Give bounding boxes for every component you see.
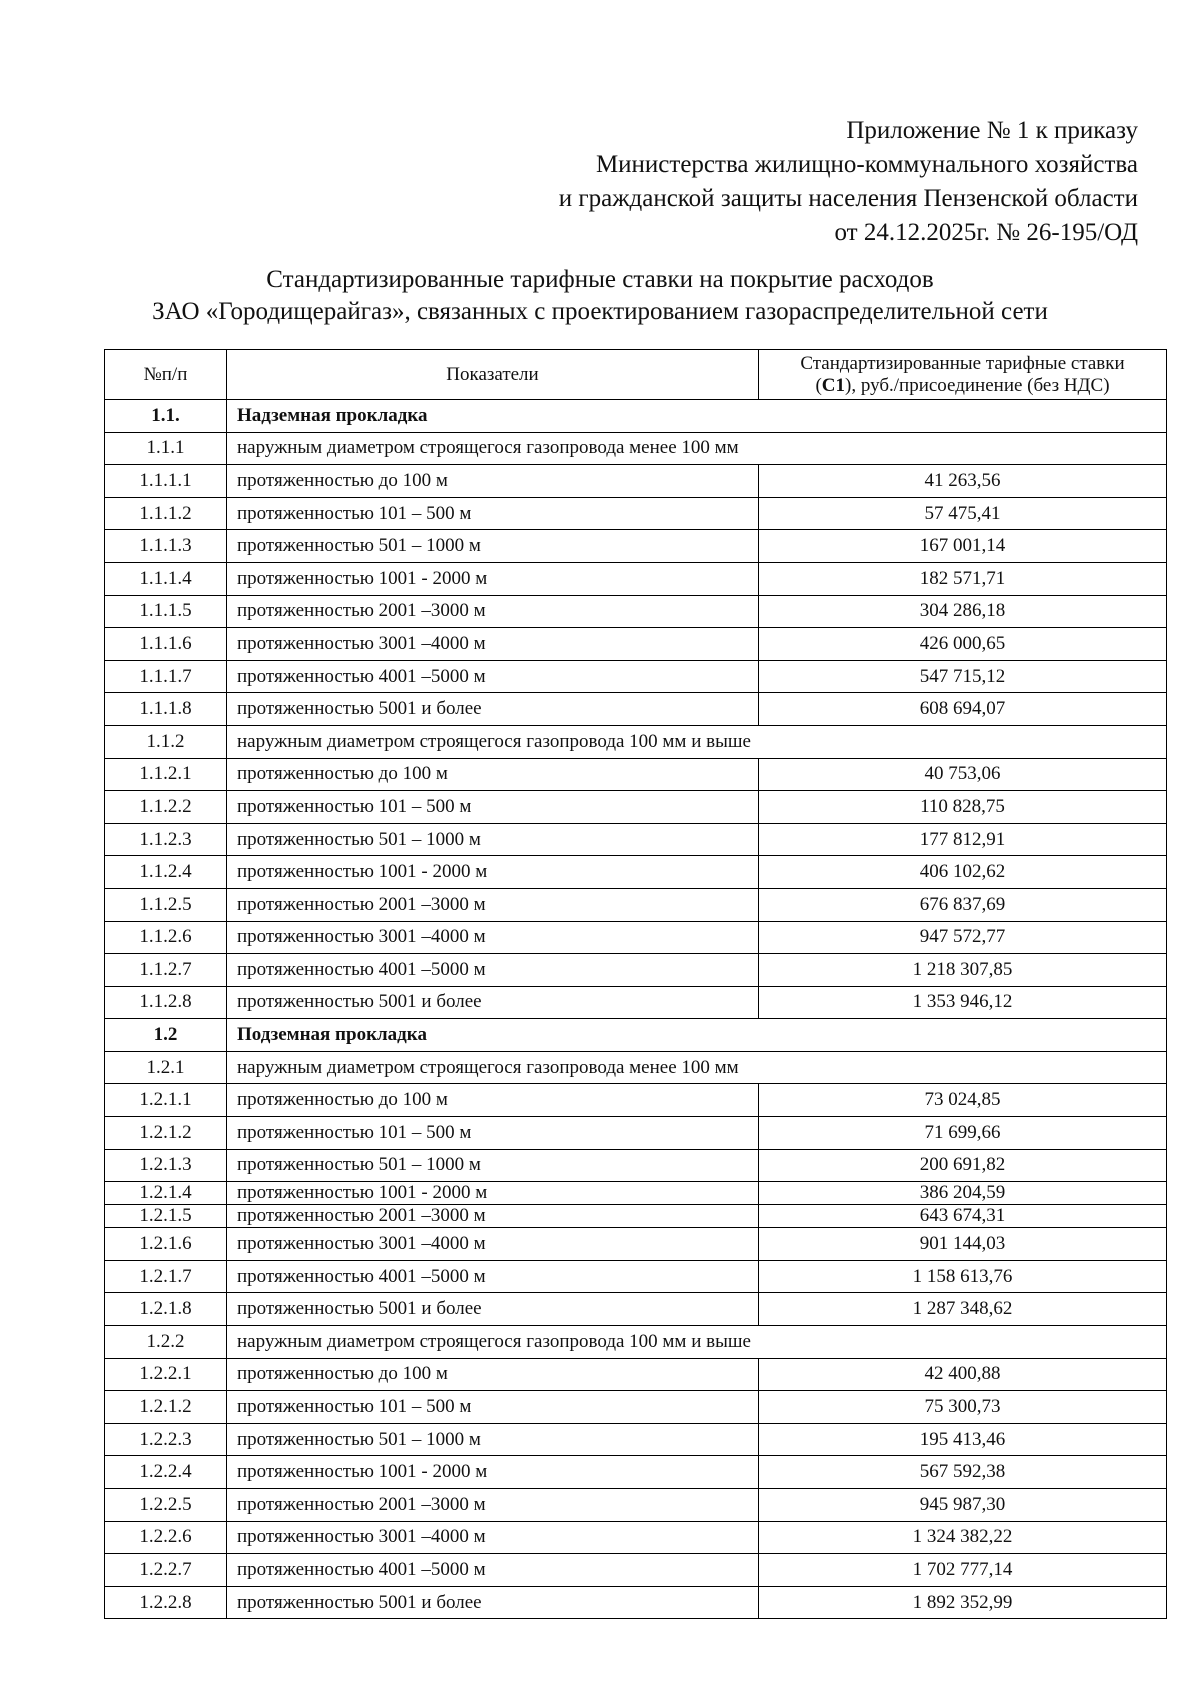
row-indicator: протяженностью 101 – 500 м [227,1117,759,1150]
row-number: 1.2.1.2 [105,1117,227,1150]
row-rate-value: 947 572,77 [759,921,1167,954]
row-rate-value: 1 702 777,14 [759,1554,1167,1587]
row-number: 1.2.1.7 [105,1260,227,1293]
row-indicator: протяженностью 501 – 1000 м [227,1423,759,1456]
document-title [0,264,1200,328]
row-indicator: протяженностью 5001 и более [227,1293,759,1326]
row-number: 1.2.2.8 [105,1586,227,1619]
header-line: и гражданской защиты населения Пензенской области [558,185,1138,212]
row-rate-value: 182 571,71 [759,562,1167,595]
table-row [105,693,1167,726]
row-indicator: протяженностью 5001 и более [227,986,759,1019]
table-row [105,1293,1167,1326]
row-number: 1.1.1.8 [105,693,227,726]
rate-header-line1: Стандартизированные тарифные ставки [800,352,1125,374]
row-rate-value: 945 987,30 [759,1489,1167,1522]
row-number: 1.1.2.2 [105,791,227,824]
row-rate-value: 567 592,38 [759,1456,1167,1489]
table-row [105,954,1167,987]
row-number: 1.1.2 [105,725,227,758]
row-indicator: Подземная прокладка [227,1019,1167,1052]
row-indicator: протяженностью 5001 и более [227,1586,759,1619]
group-row [105,1326,1167,1359]
row-rate-value: 901 144,03 [759,1228,1167,1261]
row-indicator: протяженностью 101 – 500 м [227,1391,759,1424]
table-row [105,1423,1167,1456]
row-indicator: протяженностью 2001 –3000 м [227,595,759,628]
group-row [105,725,1167,758]
row-indicator: протяженностью 2001 –3000 м [227,1205,759,1228]
table-row [105,1260,1167,1293]
table-row [105,823,1167,856]
row-indicator: протяженностью 4001 –5000 м [227,954,759,987]
row-indicator: протяженностью 501 – 1000 м [227,823,759,856]
row-number: 1.1.2.7 [105,954,227,987]
row-indicator: протяженностью 1001 - 2000 м [227,1456,759,1489]
row-number: 1.2.1.2 [105,1391,227,1424]
row-rate-value: 41 263,56 [759,465,1167,498]
row-indicator: протяженностью 501 – 1000 м [227,530,759,563]
tariff-table [104,349,1167,1619]
row-number: 1.2.2.5 [105,1489,227,1522]
row-indicator: протяженностью 5001 и более [227,693,759,726]
row-rate-value: 167 001,14 [759,530,1167,563]
row-number: 1.2.2.7 [105,1554,227,1587]
row-indicator: протяженностью 2001 –3000 м [227,888,759,921]
table-row [105,986,1167,1019]
row-rate-value: 1 353 946,12 [759,986,1167,1019]
row-number: 1.2.1.1 [105,1084,227,1117]
row-rate-value: 676 837,69 [759,888,1167,921]
table-row [105,856,1167,889]
row-rate-value: 406 102,62 [759,856,1167,889]
table-row [105,497,1167,530]
row-rate-value: 1 218 307,85 [759,954,1167,987]
row-indicator: протяженностью 3001 –4000 м [227,1521,759,1554]
row-number: 1.1.2.5 [105,888,227,921]
row-rate-value: 75 300,73 [759,1391,1167,1424]
table-body [105,400,1167,1619]
row-rate-value: 195 413,46 [759,1423,1167,1456]
row-indicator: протяженностью 3001 –4000 м [227,921,759,954]
table-row [105,1586,1167,1619]
row-rate-value: 304 286,18 [759,595,1167,628]
row-number: 1.2 [105,1019,227,1052]
row-number: 1.1.1.1 [105,465,227,498]
row-indicator: наружным диаметром строящегося газопровода менее 100 мм [227,1051,1167,1084]
row-rate-value: 71 699,66 [759,1117,1167,1150]
column-header-indicator: Показатели [227,350,759,400]
row-rate-value: 386 204,59 [759,1182,1167,1205]
row-rate-value: 608 694,07 [759,693,1167,726]
group-row [105,432,1167,465]
table-row [105,921,1167,954]
row-number: 1.2.2 [105,1326,227,1359]
rate-header-line2: ), руб./присоединение (без НДС) [845,374,1110,396]
row-number: 1.1.2.8 [105,986,227,1019]
table-row [105,888,1167,921]
row-rate-value: 643 674,31 [759,1205,1167,1228]
header-line: Приложение № 1 к приказу [846,117,1138,144]
table-row [105,628,1167,661]
row-indicator: протяженностью 2001 –3000 м [227,1489,759,1522]
table-row [105,791,1167,824]
row-rate-value: 177 812,91 [759,823,1167,856]
row-indicator: протяженностью 3001 –4000 м [227,1228,759,1261]
row-rate-value: 1 158 613,76 [759,1260,1167,1293]
row-number: 1.1.1.5 [105,595,227,628]
row-indicator: протяженностью 4001 –5000 м [227,1554,759,1587]
column-header-rate: Стандартизированные тарифные ставки (С1), руб./присоединение (без НДС) [759,350,1167,400]
row-number: 1.2.1.6 [105,1228,227,1261]
table-row [105,1182,1167,1205]
row-number: 1.1.2.3 [105,823,227,856]
row-rate-value: 547 715,12 [759,660,1167,693]
row-number: 1.1.1 [105,432,227,465]
table-row [105,1084,1167,1117]
column-header-number: №п/п [105,350,227,400]
table-row [105,1554,1167,1587]
table-row [105,1228,1167,1261]
row-rate-value: 40 753,06 [759,758,1167,791]
table-row [105,758,1167,791]
table-row [105,595,1167,628]
row-indicator: протяженностью 101 – 500 м [227,497,759,530]
row-number: 1.2.2.6 [105,1521,227,1554]
row-rate-value: 200 691,82 [759,1149,1167,1182]
row-indicator: протяженностью 501 – 1000 м [227,1149,759,1182]
row-number: 1.1. [105,400,227,433]
table-row [105,1117,1167,1150]
row-number: 1.2.1.8 [105,1293,227,1326]
row-rate-value: 1 892 352,99 [759,1586,1167,1619]
row-number: 1.2.1.3 [105,1149,227,1182]
table-row [105,1358,1167,1391]
row-indicator: протяженностью 101 – 500 м [227,791,759,824]
row-number: 1.2.2.4 [105,1456,227,1489]
table-row [105,562,1167,595]
row-indicator: Надземная прокладка [227,400,1167,433]
row-rate-value: 426 000,65 [759,628,1167,661]
row-indicator: протяженностью до 100 м [227,465,759,498]
table-row [105,465,1167,498]
row-number: 1.1.1.3 [105,530,227,563]
table-header-row [105,350,1167,400]
row-indicator: наружным диаметром строящегося газопровода 100 мм и выше [227,1326,1167,1359]
table-row [105,660,1167,693]
order-reference [238,114,1138,250]
row-indicator: протяженностью 4001 –5000 м [227,1260,759,1293]
row-indicator: наружным диаметром строящегося газопровода менее 100 мм [227,432,1167,465]
table-row [105,1205,1167,1228]
row-rate-value: 1 324 382,22 [759,1521,1167,1554]
row-indicator: протяженностью 1001 - 2000 м [227,856,759,889]
header-line: Министерства жилищно-коммунального хозяйства [595,151,1138,178]
row-indicator: протяженностью 3001 –4000 м [227,628,759,661]
row-rate-value: 73 024,85 [759,1084,1167,1117]
table-row [105,1391,1167,1424]
row-indicator: протяженностью до 100 м [227,1358,759,1391]
row-number: 1.1.1.2 [105,497,227,530]
group-row [105,1051,1167,1084]
row-number: 1.2.1 [105,1051,227,1084]
row-indicator: наружным диаметром строящегося газопровода 100 мм и выше [227,725,1167,758]
title-line: Стандартизированные тарифные ставки на покрытие расходов [266,266,934,293]
row-indicator: протяженностью 1001 - 2000 м [227,562,759,595]
row-rate-value: 42 400,88 [759,1358,1167,1391]
row-number: 1.2.1.4 [105,1182,227,1205]
row-indicator: протяженностью до 100 м [227,758,759,791]
row-number: 1.2.1.5 [105,1205,227,1228]
table-row [105,1149,1167,1182]
title-line: ЗАО «Городищерайгаз», связанных с проектированием газораспределительной сети [152,298,1048,325]
row-number: 1.1.1.4 [105,562,227,595]
section-row [105,1019,1167,1052]
table-row [105,1521,1167,1554]
row-indicator: протяженностью до 100 м [227,1084,759,1117]
rate-header-code: С1 [821,374,846,396]
row-indicator: протяженностью 1001 - 2000 м [227,1182,759,1205]
row-indicator: протяженностью 4001 –5000 м [227,660,759,693]
row-number: 1.2.2.1 [105,1358,227,1391]
row-rate-value: 110 828,75 [759,791,1167,824]
header-line: от 24.12.2025г. № 26-195/ОД [834,219,1138,246]
table-row [105,1456,1167,1489]
row-number: 1.1.1.7 [105,660,227,693]
row-number: 1.2.2.3 [105,1423,227,1456]
row-rate-value: 1 287 348,62 [759,1293,1167,1326]
row-rate-value: 57 475,41 [759,497,1167,530]
row-number: 1.1.1.6 [105,628,227,661]
table-row [105,1489,1167,1522]
row-number: 1.1.2.4 [105,856,227,889]
row-number: 1.1.2.6 [105,921,227,954]
table-row [105,530,1167,563]
section-row [105,400,1167,433]
row-number: 1.1.2.1 [105,758,227,791]
